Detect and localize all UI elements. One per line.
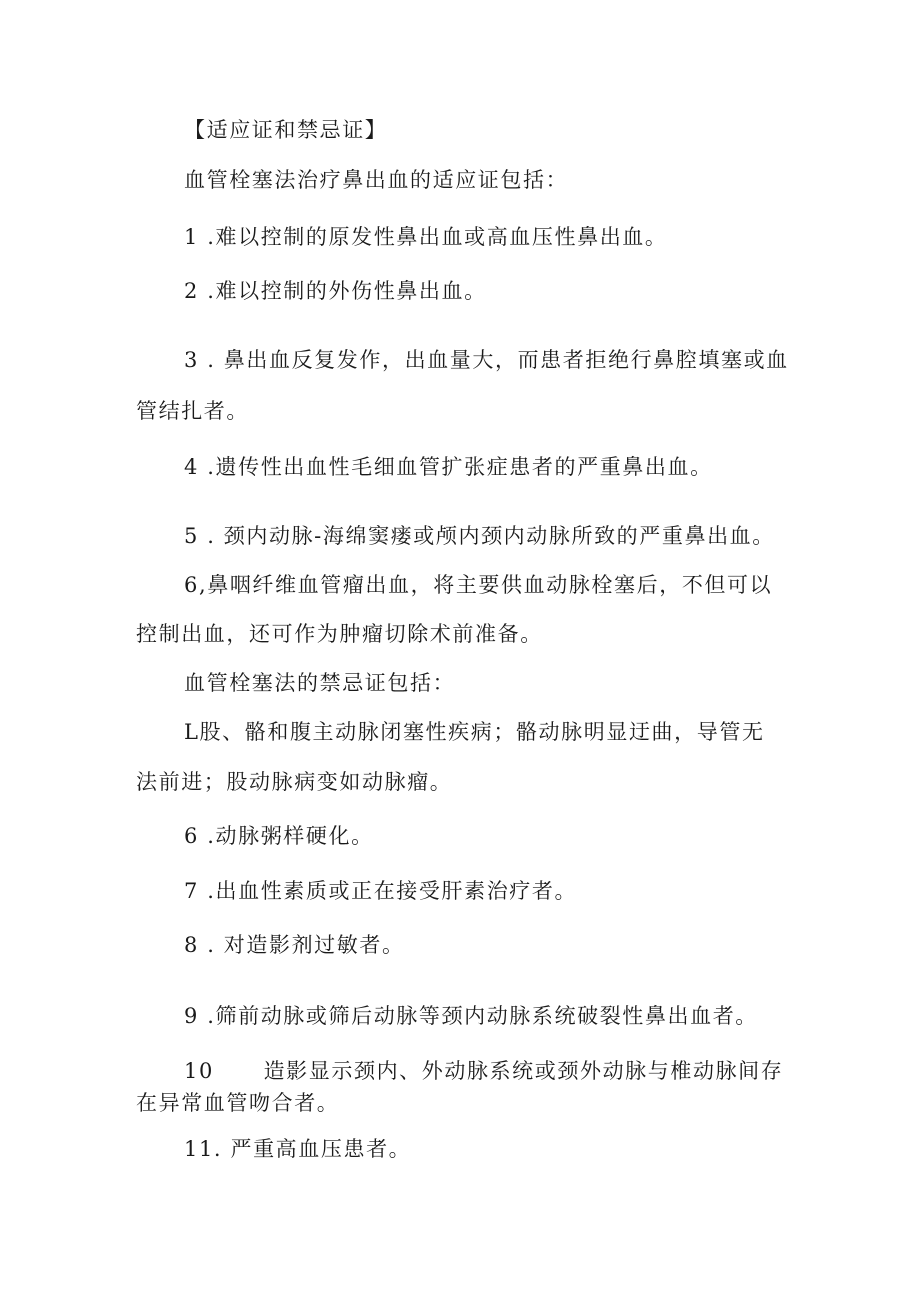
contraindication-item-11: 11. 严重高血压患者。 — [184, 1137, 412, 1161]
contraindication-item-8: 8 . 对造影剂过敏者。 — [184, 933, 405, 957]
contraindications-intro: 血管栓塞法的禁忌证包括： — [184, 671, 456, 695]
indication-item-1: 1 .难以控制的原发性鼻出血或高血压性鼻出血。 — [184, 225, 668, 249]
indication-item-3: 3 . 鼻出血反复发作，出血量大，而患者拒绝行鼻腔填塞或血 — [184, 348, 789, 372]
contraindication-item-7: 7 .出血性素质或正在接受肝素治疗者。 — [184, 879, 578, 903]
indication-item-6-continuation: 控制出血，还可作为肿瘤切除术前准备。 — [136, 622, 543, 646]
indication-item-2: 2 .难以控制的外伤性鼻出血。 — [184, 279, 487, 303]
contraindication-item-1-continuation: 法前进；股动脉病变如动脉瘤。 — [136, 770, 453, 794]
section-heading: 【适应证和禁忌证】 — [184, 118, 388, 142]
indication-item-4: 4 .遗传性出血性毛细血管扩张症患者的严重鼻出血。 — [184, 455, 713, 479]
indications-intro: 血管栓塞法治疗鼻出血的适应证包括： — [184, 168, 569, 192]
contraindication-item-10-continuation: 在异常血管吻合者。 — [136, 1091, 340, 1115]
contraindication-item-6: 6 .动脉粥样硬化。 — [184, 824, 374, 848]
indication-item-6: 6,鼻咽纤维血管瘤出血，将主要供血动脉栓塞后，不但可以 — [184, 573, 773, 597]
contraindication-item-10: 10 造影显示颈内、外动脉系统或颈外动脉与椎动脉间存 — [184, 1059, 784, 1083]
contraindication-item-1: L股、骼和腹主动脉闭塞性疾病；骼动脉明显迂曲，导管无 — [184, 720, 765, 744]
contraindication-item-9: 9 .筛前动脉或筛后动脉等颈内动脉系统破裂性鼻出血者。 — [184, 1004, 758, 1028]
indication-item-5: 5 . 颈内动脉-海绵窦瘘或颅内颈内动脉所致的严重鼻出血。 — [184, 524, 775, 548]
indication-item-3-continuation: 管结扎者。 — [136, 399, 249, 423]
